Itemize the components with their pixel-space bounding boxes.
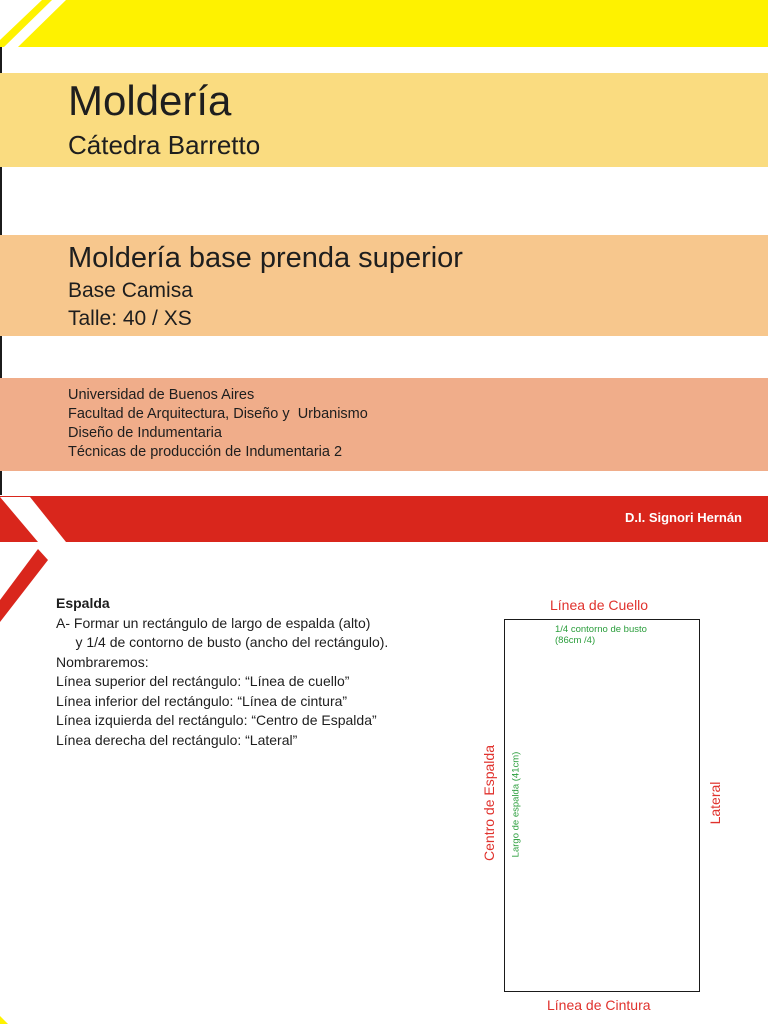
institution-line: Diseño de Indumentaria [68, 425, 222, 441]
instruction-line: Línea derecha del rectángulo: “Lateral” [56, 731, 298, 748]
instruction-line: Nombraremos: [56, 653, 149, 670]
waist-line-label: Línea de Cintura [547, 997, 651, 1013]
bust-width-formula: (86cm /4) [555, 635, 596, 646]
center-back-label: Centro de Espalda [481, 745, 497, 861]
section-heading: Moldería base prenda superior [68, 242, 463, 274]
instruction-line: A- Formar un rectángulo de largo de espalda (alto) [56, 614, 371, 631]
institution-line: Técnicas de producción de Indumentaria 2 [68, 444, 343, 460]
bust-width-note: 1/4 contorno de busto [555, 624, 647, 635]
institution-line: Universidad de Buenos Aires [68, 387, 255, 403]
side-seam-label: Lateral [707, 781, 723, 825]
back-length-note: Largo de espalda (41cm) [510, 751, 522, 858]
institution-info [68, 386, 368, 462]
author-name: D.I. Signori Hernán [624, 510, 742, 525]
base-label: Base Camisa [68, 279, 193, 302]
page-title: Moldería [68, 77, 232, 124]
bottom-yellow-corner [0, 1016, 8, 1024]
instruction-line: Línea izquierda del rectángulo: “Centro de Espalda” [56, 712, 377, 728]
instruction-line: y 1/4 de contorno de busto (ancho del rectángulo). [56, 634, 389, 650]
red-chevron-lower [0, 549, 48, 622]
espalda-title: Espalda [56, 595, 110, 611]
back-pattern-rectangle [504, 619, 700, 992]
page-subtitle: Cátedra Barretto [68, 130, 261, 160]
size-label: Talle: 40 / XS [68, 307, 192, 330]
neck-line-label: Línea de Cuello [550, 597, 649, 613]
espalda-instructions [56, 594, 388, 750]
instruction-line: Línea superior del rectángulo: “Línea de cuello” [56, 673, 350, 689]
instruction-line: Línea inferior del rectángulo: “Línea de cintura” [56, 692, 348, 709]
institution-line: Facultad de Arquitectura, Diseño y Urbanismo [68, 406, 368, 422]
